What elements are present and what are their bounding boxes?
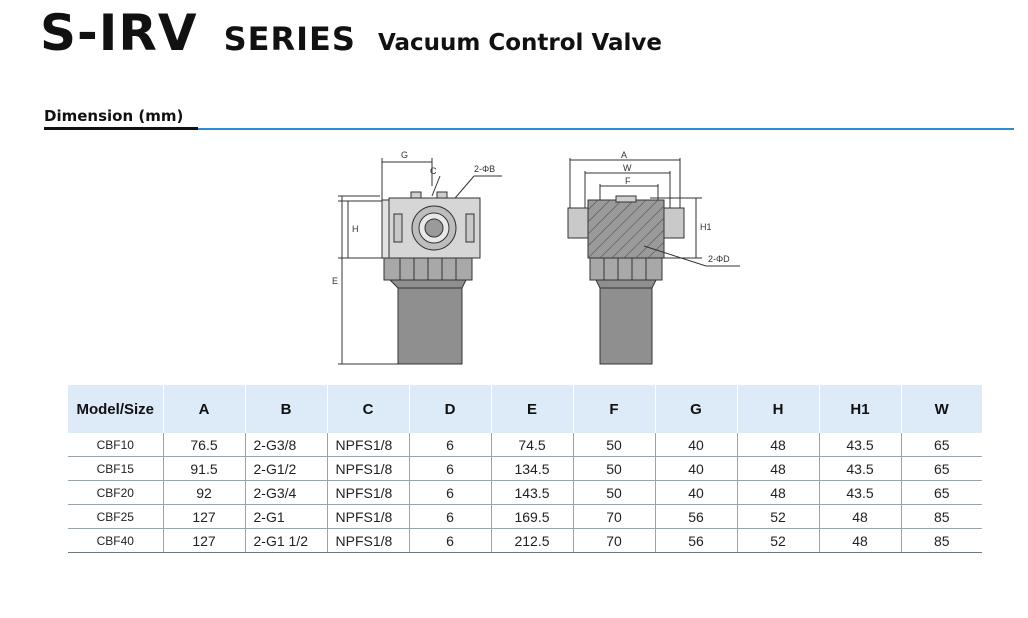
dimension-drawing [320, 148, 760, 373]
cell-d: 6 [409, 457, 491, 481]
column-header-w: W [901, 385, 982, 433]
cell-c: NPFS1/8 [327, 457, 409, 481]
column-header-model: Model/Size [68, 385, 163, 433]
table-row [68, 529, 982, 553]
product-subtitle: Vacuum Control Valve [377, 30, 662, 56]
cell-w: 65 [901, 433, 982, 457]
cell-model: CBF40 [68, 529, 163, 553]
table-row [68, 505, 982, 529]
cell-g: 40 [655, 457, 737, 481]
cell-h: 52 [737, 505, 819, 529]
column-header-f: F [573, 385, 655, 433]
cell-e: 74.5 [491, 433, 573, 457]
table-header-row [68, 385, 982, 433]
cell-h1: 43.5 [819, 481, 901, 505]
cell-h: 48 [737, 457, 819, 481]
cell-f: 70 [573, 505, 655, 529]
column-header-h: H [737, 385, 819, 433]
column-header-g: G [655, 385, 737, 433]
cell-h1: 48 [819, 529, 901, 553]
table-row [68, 433, 982, 457]
cell-b: 2-G1/2 [245, 457, 327, 481]
cell-f: 50 [573, 433, 655, 457]
cell-a: 76.5 [163, 433, 245, 457]
label-e: E [332, 276, 339, 286]
cell-a: 91.5 [163, 457, 245, 481]
label-g: G [401, 150, 409, 160]
cell-f: 50 [573, 457, 655, 481]
cell-h: 52 [737, 529, 819, 553]
cell-g: 40 [655, 433, 737, 457]
label-b: 2-ΦB [474, 164, 496, 174]
side-view [338, 158, 502, 364]
label-w: W [623, 163, 632, 173]
cell-model: CBF10 [68, 433, 163, 457]
label-c: C [430, 166, 437, 176]
table-row [68, 457, 982, 481]
cell-b: 2-G3/4 [245, 481, 327, 505]
cell-f: 70 [573, 529, 655, 553]
section-rule-blue [198, 128, 1014, 130]
section-title: Dimension (mm) [44, 107, 184, 125]
series-label: SERIES [223, 20, 356, 58]
cell-w: 65 [901, 457, 982, 481]
table-row [68, 481, 982, 505]
cell-d: 6 [409, 505, 491, 529]
cell-w: 85 [901, 505, 982, 529]
cell-e: 212.5 [491, 529, 573, 553]
cell-d: 6 [409, 481, 491, 505]
cell-a: 127 [163, 505, 245, 529]
column-header-c: C [327, 385, 409, 433]
title-block [40, 4, 662, 64]
cell-c: NPFS1/8 [327, 433, 409, 457]
cell-f: 50 [573, 481, 655, 505]
column-header-h1: H1 [819, 385, 901, 433]
cell-h1: 43.5 [819, 457, 901, 481]
cell-model: CBF20 [68, 481, 163, 505]
cell-w: 65 [901, 481, 982, 505]
cell-b: 2-G3/8 [245, 433, 327, 457]
cell-h: 48 [737, 433, 819, 457]
cell-h: 48 [737, 481, 819, 505]
label-a: A [621, 150, 628, 160]
cell-d: 6 [409, 529, 491, 553]
label-h: H [352, 224, 359, 234]
cell-model: CBF15 [68, 457, 163, 481]
cell-a: 92 [163, 481, 245, 505]
cell-b: 2-G1 1/2 [245, 529, 327, 553]
section-rule-dark [44, 127, 198, 130]
cell-g: 56 [655, 505, 737, 529]
cell-d: 6 [409, 433, 491, 457]
series-name: S-IRV [40, 4, 198, 62]
cell-w: 85 [901, 529, 982, 553]
cell-e: 134.5 [491, 457, 573, 481]
cell-h1: 48 [819, 505, 901, 529]
cell-a: 127 [163, 529, 245, 553]
cell-g: 56 [655, 529, 737, 553]
cell-c: NPFS1/8 [327, 481, 409, 505]
cell-model: CBF25 [68, 505, 163, 529]
column-header-a: A [163, 385, 245, 433]
label-h1: H1 [700, 222, 712, 232]
cell-c: NPFS1/8 [327, 529, 409, 553]
label-d: 2-ΦD [708, 254, 730, 264]
cell-c: NPFS1/8 [327, 505, 409, 529]
column-header-d: D [409, 385, 491, 433]
cell-g: 40 [655, 481, 737, 505]
cell-e: 143.5 [491, 481, 573, 505]
label-f: F [625, 176, 631, 186]
column-header-e: E [491, 385, 573, 433]
cell-e: 169.5 [491, 505, 573, 529]
cell-h1: 43.5 [819, 433, 901, 457]
cell-b: 2-G1 [245, 505, 327, 529]
dimension-table [68, 385, 982, 553]
column-header-b: B [245, 385, 327, 433]
